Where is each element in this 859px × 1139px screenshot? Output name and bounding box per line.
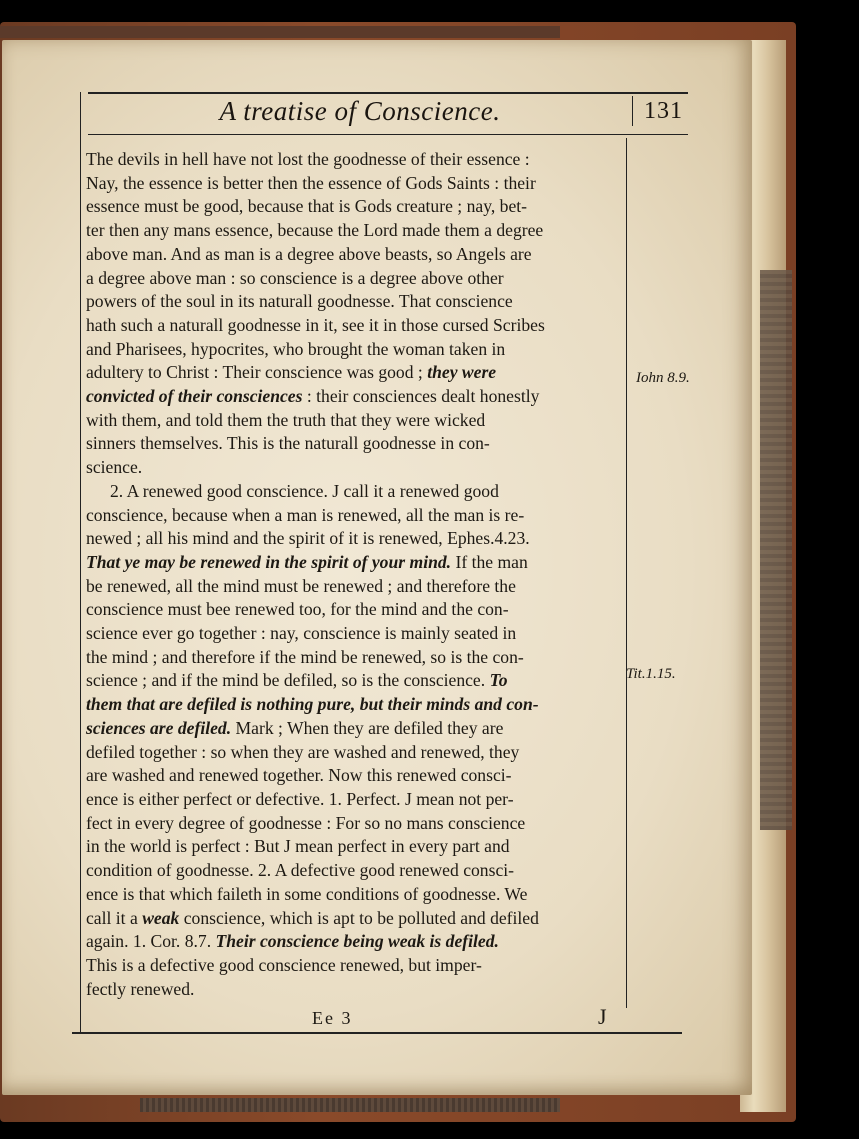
text-line xyxy=(86,361,616,385)
text-span: again. 1. Cor. 8.7. xyxy=(86,931,212,952)
italic-span: they were xyxy=(427,362,497,383)
text-line: in the world is perfect : But J mean perfect in every part and xyxy=(86,836,510,857)
frame-rule-top xyxy=(88,92,688,94)
text-line: conscience must bee renewed too, for the mind and the con- xyxy=(86,599,509,620)
text-span: science ; and if the mind be defiled, so is the conscience. xyxy=(86,670,486,691)
italic-span: To xyxy=(489,670,508,691)
text-span: : their consciences dealt honestly xyxy=(306,386,540,407)
text-line xyxy=(86,907,616,931)
margin-note-john: Iohn 8.9. xyxy=(636,370,690,386)
binding-cloth xyxy=(760,270,792,830)
text-line xyxy=(86,930,616,954)
text-line: fectly renewed. xyxy=(86,978,195,999)
text-line: a degree above man : so conscience is a degree above other xyxy=(86,267,504,288)
text-line: fect in every degree of goodnesse : For so no mans conscience xyxy=(86,812,526,833)
text-line: newed ; all his mind and the spirit of it is renewed, Ephes.4.23. xyxy=(86,528,530,549)
italic-span: Their conscience being weak is defiled. xyxy=(215,931,499,952)
text-line: the mind ; and therefore if the mind be renewed, so is the con- xyxy=(86,646,524,667)
frame-rule-left xyxy=(80,92,81,1032)
text-line: ter then any mans essence, because the Lord made them a degree xyxy=(86,220,544,241)
text-line: with them, and told them the truth that they were wicked xyxy=(86,409,486,430)
text-line: essence must be good, because that is Gods creature ; nay, bet- xyxy=(86,196,527,217)
text-line: hath such a naturall goodnesse in it, see it in those cursed Scribes xyxy=(86,314,545,335)
text-line xyxy=(86,693,616,717)
cover-bottom-edge xyxy=(140,1098,560,1112)
text-line xyxy=(86,551,616,575)
signature-mark: Ee 3 xyxy=(312,1008,353,1028)
running-head: A treatise of Conscience. xyxy=(219,96,501,126)
text-line: sinners themselves. This is the naturall goodnesse in con- xyxy=(86,433,490,454)
text-line xyxy=(86,669,616,693)
text-line: ence is either perfect or defective. 1. Perfect. J mean not per- xyxy=(86,788,514,809)
text-line: defiled together : so when they are washed and renewed, they xyxy=(86,741,520,762)
text-span: call it a xyxy=(86,907,138,928)
margin-rule xyxy=(626,138,627,1008)
text-line: science. xyxy=(86,457,143,478)
text-span: If the man xyxy=(455,551,528,572)
text-span: Mark ; When they are defiled they are xyxy=(235,717,504,738)
frame-rule-header xyxy=(88,134,688,135)
text-line: Nay, the essence is better then the essence of Gods Saints : their xyxy=(86,172,536,193)
text-line: conscience, because when a man is renewed, all the man is re- xyxy=(86,504,525,525)
italic-span: them that are defiled is nothing pure, but their minds and con- xyxy=(86,694,539,715)
text-line: ence is that which faileth in some conditions of goodnesse. We xyxy=(86,883,528,904)
folio-rule xyxy=(632,96,633,126)
text-line: 2. A renewed good conscience. J call it a renewed good xyxy=(110,480,499,501)
text-line: and Pharisees, hypocrites, who brought the woman taken in xyxy=(86,338,506,359)
body-text xyxy=(86,148,616,1001)
italic-span: That ye may be renewed in the spirit of your mind. xyxy=(86,551,452,572)
text-line: be renewed, all the mind must be renewed ; and therefore the xyxy=(86,575,516,596)
italic-span: sciences are defiled. xyxy=(86,717,232,738)
text-line: powers of the soul in its naturall goodnesse. That conscience xyxy=(86,291,513,312)
text-line: are washed and renewed together. Now this renewed consci- xyxy=(86,765,512,786)
text-span: conscience, which is apt to be polluted and defiled xyxy=(183,907,539,928)
italic-span: convicted of their consciences xyxy=(86,386,303,407)
text-line xyxy=(86,385,616,409)
cover-edge xyxy=(0,26,560,38)
text-line: This is a defective good conscience renewed, but imper- xyxy=(86,954,482,975)
text-line: science ever go together : nay, conscience is mainly seated in xyxy=(86,623,517,644)
margin-note-titus: Tit.1.15. xyxy=(626,666,676,682)
text-span: adultery to Christ : Their conscience was good ; xyxy=(86,362,423,383)
italic-span: weak xyxy=(142,907,180,928)
frame-rule-bottom xyxy=(72,1032,682,1034)
text-line: above man. And as man is a degree above beasts, so Angels are xyxy=(86,243,532,264)
text-line: The devils in hell have not lost the goodnesse of their essence : xyxy=(86,149,530,169)
text-line: condition of goodnesse. 2. A defective good renewed consci- xyxy=(86,860,514,881)
catchword: J xyxy=(598,1004,607,1029)
text-line xyxy=(86,717,616,741)
page-number: 131 xyxy=(644,98,683,124)
